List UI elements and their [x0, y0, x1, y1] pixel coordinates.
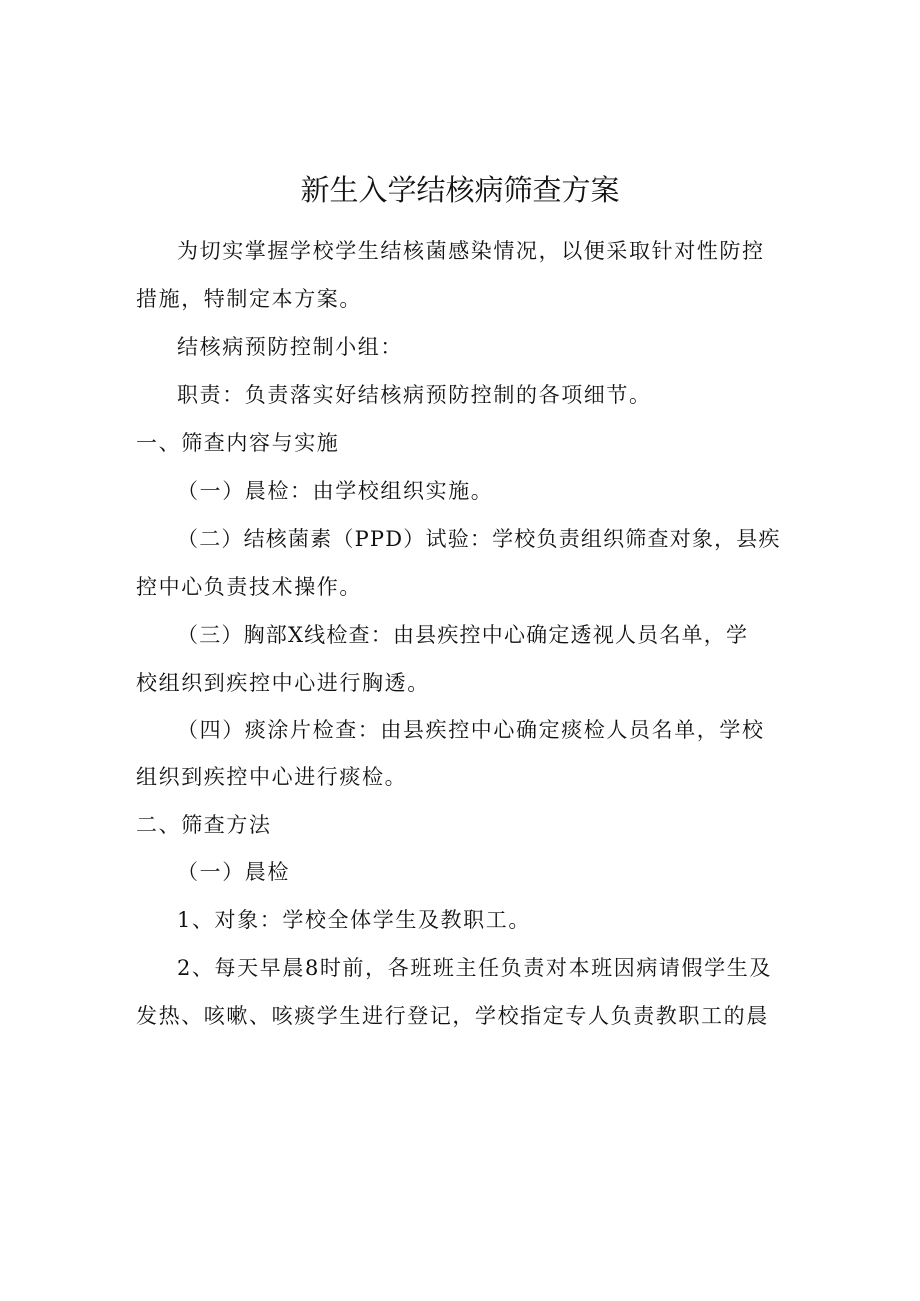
paragraph-line: 为切实掌握学校学生结核菌感染情况，以便采取针对性防控 [177, 239, 765, 263]
paragraph-line: 发热、咳嗽、咳痰学生进行登记，学校指定专人负责教职工的晨 [136, 1004, 769, 1028]
paragraph-line: 职责：负责落实好结核病预防控制的各项细节。 [177, 383, 652, 407]
paragraph-line: 控中心负责技术操作。 [136, 575, 362, 599]
subsection-heading: （一）晨检 [177, 860, 290, 884]
paragraph-line: 2、每天早晨8时前，各班班主任负责对本班因病请假学生及 [177, 956, 772, 980]
paragraph-line: 结核病预防控制小组： [177, 335, 403, 359]
paragraph-line: （二）结核菌素（PPD）试验：学校负责组织筛查对象，县疾 [177, 527, 781, 551]
paragraph-line: 1、对象：学校全体学生及教职工。 [177, 908, 531, 932]
paragraph-line: 组织到疾控中心进行痰检。 [136, 765, 408, 789]
paragraph-line: （三）胸部X线检查：由县疾控中心确定透视人员名单，学 [177, 623, 749, 647]
paragraph-line: （一）晨检：由学校组织实施。 [177, 479, 494, 503]
section-heading: 一、筛查内容与实施 [136, 431, 340, 455]
document-title: 新生入学结核病筛查方案 [300, 173, 620, 207]
paragraph-line: 校组织到疾控中心进行胸透。 [136, 671, 430, 695]
paragraph-line: 措施，特制定本方案。 [136, 287, 362, 311]
paragraph-line: （四）痰涂片检查：由县疾控中心确定痰检人员名单，学校 [177, 718, 765, 742]
section-heading: 二、筛查方法 [136, 813, 272, 837]
